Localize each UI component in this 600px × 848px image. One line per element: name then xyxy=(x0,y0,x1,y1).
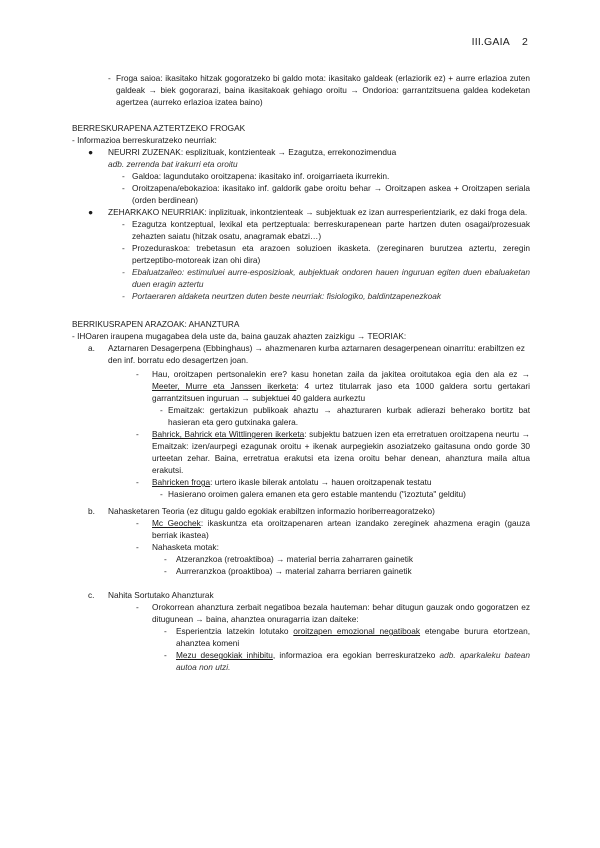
list-item: b. Nahasketaren Teoria (ez ditugu galdo egokiak erabiltzen informazio horiberreagoratzeko) xyxy=(88,506,435,516)
section-heading: BERRIKUSRAPEN ARAZOAK: AHANZTURA xyxy=(72,319,240,329)
list-item: - Atzeranzkoa (retroaktiboa) → material berria zaharraren gainetik xyxy=(164,554,414,564)
page-number: 2 xyxy=(521,36,528,48)
list-item: - Galdoa: lagundutako oroitzapena: ikasitako inf. oroigarriaeta ikurrekin. xyxy=(122,171,390,181)
study-reference: Bahrick, Bahrick eta Wittlingeren ikerketa xyxy=(152,429,305,439)
section-intro: - Informazioa berreskuratzeko neurriak: xyxy=(72,135,217,145)
list-item: c. Nahita Sortutako Ahanzturak xyxy=(88,590,214,600)
list-item: - Bahrick, Bahrick eta Wittlingeren ikerketa: subjektu batzuen izen eta erretratuen oroitzapena neurtu → Emaitzak: izen/aurpegi ezagunak oroitu + ikenak aurpegiekin asoziatzeko gaitasuna ondo gorde 30 urteetan zehar. Baina, erretratua erakutsi eta izena oroitu behar denean, ahanztura maila altua erakutsi. xyxy=(136,429,530,475)
list-item: - Prozeduraskoa: trebetasun eta arazoen soluzioen ikasketa. (zereginaren burutzea aztertu, zeregin pertzeptibo-motoreak izan ohi dira) xyxy=(122,243,530,265)
list-item: - Esperientzia latzekin lotutako oroitzapen emozional negatiboak etengabe burura etortzean, ahanztea komeni xyxy=(164,626,530,648)
list-item: - Oroitzapena/ebokazioa: ikasitako inf. galdorik gabe oroitu behar → Oroitzapen askea + Oroitzapen seriala (orden berdinean) xyxy=(122,183,530,205)
list-item: - Ebaluatzaileo: estimuluei aurre-esposizioak, aubjektuak ondoren hauen inguruan egiten duen ebaluaketan duen eragin aztertu xyxy=(122,267,530,289)
list-item: a. Aztarnaren Desagerpena (Ebbinghaus) → ahazmenaren kurba aztarnaren desagerpenean oinarritu: erabiltzen ez den inf. borratu edo desagertzen joan. xyxy=(88,343,525,365)
study-reference: Mc Geochek xyxy=(152,518,201,528)
list-item: - Hasierano oroimen galera emanen eta gero estable mantendu ("izoztuta" gelditu) xyxy=(160,489,466,499)
list-item: ● NEURRI ZUZENAK: esplizituak, kontzienteak → Ezagutza, errekonozimendua xyxy=(88,147,397,157)
list-item: - Froga saioa: ikasitako hitzak gogoratzeko bi galdo mota: ikasitako galdeak (erlaziorik ez) + aurre erlazioa zuten galdeak → biek gogorarazi, baina ikasitakoak gehiago oroitu → Ondorioa: garrantzitsuena galdea kodeketan agertzea (aurreko erlazioa izatea baino) xyxy=(108,73,530,107)
chapter-label: III.GAIA xyxy=(471,36,510,48)
list-item: ● ZEHARKAKO NEURRIAK: inplizituak, inkontzienteak → subjektuak ez izan aurresperientziarik, ez daki froga dela. xyxy=(88,207,528,217)
list-item: - Portaeraren aldaketa neurtzen duten beste neurriak: fisiologiko, baldintzapenezkoak xyxy=(122,291,442,301)
study-reference: Meeter, Murre eta Janssen ikerketa xyxy=(152,381,297,391)
page-header xyxy=(460,36,528,48)
key-term: oroitzapen emozional negatiboak xyxy=(293,626,421,636)
page-content xyxy=(72,72,530,673)
list-item: - Bahricken froga: urtero ikasle bilerak antolatu → hauen oroitzapenak testatu xyxy=(136,477,432,487)
list-item: - Mezu desegokiak inhibitu, informazioa era egokian berreskuratzeko adb. aparkaleku batean autoa non utzi. xyxy=(164,650,530,672)
list-item: - Mc Geochek: ikaskuntza eta oroitzapenaren artean izandako zereginek ahazmena eragin (gauza berriak ikastea) xyxy=(136,518,530,540)
study-reference: Bahricken froga xyxy=(152,477,211,487)
list-item: - Aurreranzkoa (proaktiboa) → material zaharra berriaren gainetik xyxy=(164,566,412,576)
key-term: Mezu desegokiak inhibitu xyxy=(176,650,273,660)
list-item: - Nahasketa motak: xyxy=(136,542,219,552)
section-heading: BERRESKURAPENA AZTERTZEKO FROGAK xyxy=(72,123,246,133)
list-item: - Orokorrean ahanztura zerbait negatiboa bezala hauteman: behar ditugun gauzak ondo gogoratzen ez ditugunean → baina, ahanztea onuragarria izan daiteke: xyxy=(136,602,530,624)
example-text: adb. zerrenda bat irakurri eta oroitu xyxy=(108,159,238,169)
list-item: - Hau, oroitzapen pertsonalekin ere? kasu honetan zaila da jakitea oroitutakoa egia den ala ez → Meeter, Murre eta Janssen ikerketa: 4 urtez titularrak jaso eta 1000 galdera sortu gertakari garrantzitsuen inguruan → subjektuei 40 galdera aurkeztu xyxy=(136,369,530,403)
section-intro: - IHOaren iraupena mugagabea dela uste da, baina gauzak ahazten zaizkigu → TEORIAK: xyxy=(72,331,407,341)
list-item: - Ezagutza kontzeptual, lexikal eta pertzeptuala: berreskurapenean parte hartzen duten osagai/prozesuak zehazten saiatu (hitzak osatu, anagramak ebatzi…) xyxy=(122,219,530,241)
list-item: - Emaitzak: gertakizun publikoak ahaztu → ahazturaren kurbak adierazi beherako bortitz bat hasieran eta gero gutxinaka galera. xyxy=(160,405,530,427)
